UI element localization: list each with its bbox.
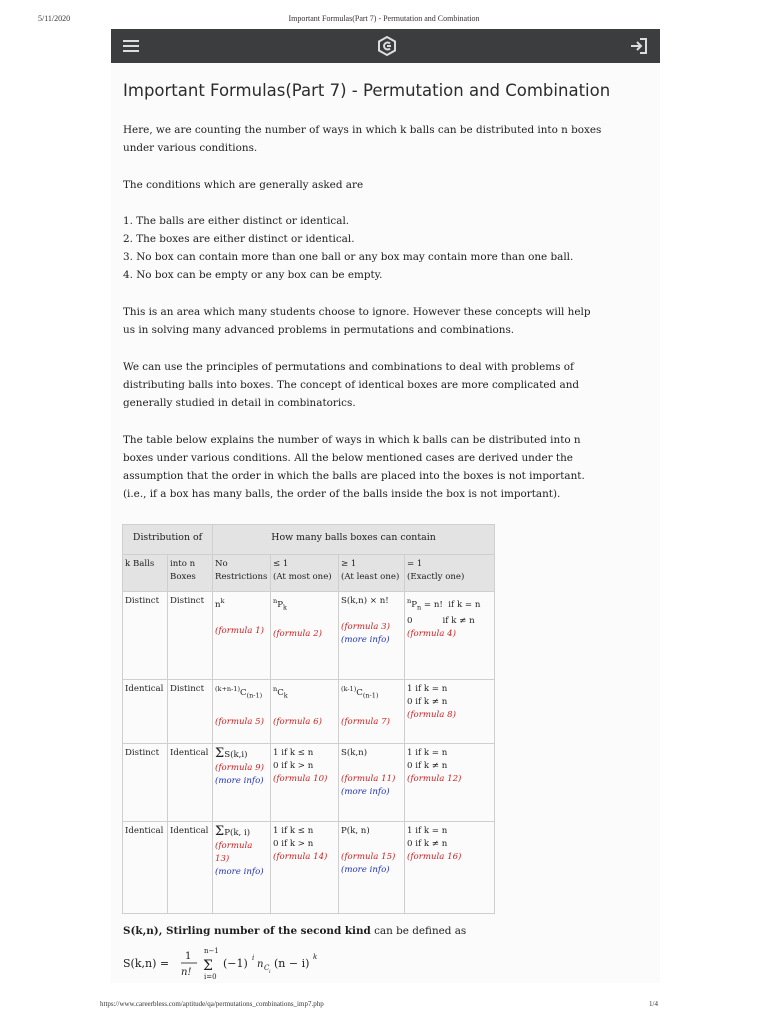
page-url: https://www.careerbless.com/aptitude/qa/permutations_combinations_imp7.php	[100, 1000, 324, 1008]
page-title: Important Formulas(Part 7) - Permutation and Combination	[123, 81, 611, 100]
cell-no-restrictions: ΣP(k, i) (formula 13) (more info)	[213, 822, 271, 914]
formula-num: 1	[185, 951, 192, 962]
cell-at-least-one: S(k,n) (formula 11) (more info)	[339, 744, 405, 822]
formula-ref: (formula 1)	[215, 625, 264, 636]
formula-ref: (formula 9)	[215, 763, 264, 773]
distribution-table	[122, 524, 495, 914]
condition-item: 2. The boxes are either distinct or identical.	[123, 233, 355, 245]
cell-exactly-one: 1 if k = n 0 if k ≠ n (formula 16)	[405, 822, 495, 914]
principles-paragraph: We can use the principles of permutations and combinations to deal with problems of distributing balls into boxes. The concept of identical boxes are more complicated and generally studied in detail in combinatorics.	[123, 361, 580, 409]
intro-paragraph: Here, we are counting the number of ways in which k balls can be distributed into n boxes under various conditions.	[123, 124, 602, 154]
print-footer	[100, 1000, 658, 1012]
area-paragraph: This is an area which many students choose to ignore. However these concepts will help us in solving many advanced problems in permutations and combinations.	[123, 306, 591, 336]
formula-term-paren: (−1)	[223, 957, 248, 970]
formula-den: n!	[181, 967, 192, 978]
formula-term-i: i	[269, 969, 271, 975]
login-icon[interactable]	[630, 38, 648, 54]
formula-ref: (formula 6)	[273, 716, 322, 727]
print-title: Important Formulas(Part 7) - Permutation and Combination	[288, 14, 480, 23]
formula-term-c: C	[264, 964, 270, 972]
col-at-least-one: ≥ 1 (At least one)	[339, 555, 405, 592]
print-date: 5/11/2020	[38, 14, 71, 23]
stirling-formula	[123, 945, 363, 981]
cell-at-most-one: 1 if k ≤ n 0 if k > n (formula 10)	[271, 744, 339, 822]
formula-ref: (formula 3)	[341, 622, 390, 632]
table-intro-paragraph: The table below explains the number of ways in which k balls can be distributed into n boxes under various conditions. All the below mentioned cases are derived under the assumption that the order in which the balls are placed into the boxes is not important. (i.e., if a box has many balls, the order of the balls inside the box is not important).	[123, 434, 585, 500]
formula-ref: (formula 8)	[407, 710, 456, 720]
cell-exactly-one: $^nP_n = n$! if k = n 0 if k ≠ n (formula 4)	[405, 592, 495, 680]
condition-item: 4. No box can be empty or any box can be empty.	[123, 269, 383, 281]
formula-ref: (formula 12)	[407, 774, 462, 784]
formula-lhs: S(k,n) =	[123, 957, 170, 970]
print-header	[38, 14, 730, 26]
more-info-link[interactable]: (more info)	[341, 635, 390, 645]
cell-at-most-one: $^nC_k$ (formula 6)	[271, 680, 339, 744]
hamburger-menu-icon[interactable]	[123, 40, 139, 52]
formula-term-exp: i	[252, 954, 255, 962]
more-info-link[interactable]: (more info)	[341, 865, 390, 875]
table-row	[123, 680, 495, 744]
condition-item: 1. The balls are either distinct or identical.	[123, 215, 350, 227]
formula-ref: 13)	[215, 854, 230, 864]
cell-at-most-one: 1 if k ≤ n 0 if k > n (formula 14)	[271, 822, 339, 914]
condition-item: 3. No box can contain more than one ball or any box may contain more than one ball.	[123, 251, 574, 263]
stirling-term: S(k,n), Stirling number of the second kind	[123, 925, 371, 937]
top-navbar	[111, 29, 660, 63]
conditions-list	[123, 212, 623, 284]
col-at-most-one: ≤ 1 (At most one)	[271, 555, 339, 592]
table-row	[123, 822, 495, 914]
formula-sum-bot: i=0	[204, 973, 217, 981]
col-k-balls: k Balls	[123, 555, 168, 592]
col-into-n-boxes: into n Boxes	[168, 555, 213, 592]
cell-no-restrictions: ΣS(k,i) (formula 9) (more info)	[213, 744, 271, 822]
cell-at-least-one: $^{(k-1)}C_{(n-1)}$ (formula 7)	[339, 680, 405, 744]
cell-at-most-one: $^nP_k$ (formula 2)	[271, 592, 339, 680]
balls-type: Distinct	[123, 592, 168, 680]
formula-sum-top: n−1	[204, 947, 219, 955]
header-distribution: Distribution of	[123, 525, 213, 555]
col-exactly-one: = 1 (Exactly one)	[405, 555, 495, 592]
balls-type: Identical	[123, 680, 168, 744]
formula-ref: (formula 4)	[407, 628, 456, 639]
cell-at-least-one: P(k, n) (formula 15) (more info)	[339, 822, 405, 914]
formula-term-k: k	[313, 953, 318, 961]
stirling-definition: S(k,n), Stirling number of the second kind can be defined as	[123, 925, 467, 937]
page-number: 1/4	[649, 1000, 658, 1008]
site-logo-icon[interactable]	[377, 36, 397, 56]
balls-type: Distinct	[123, 744, 168, 822]
table-row	[123, 744, 495, 822]
boxes-type: Distinct	[168, 592, 213, 680]
table-row	[123, 592, 495, 680]
more-info-link[interactable]: (more info)	[341, 787, 390, 797]
svg-text:Σ: Σ	[203, 958, 213, 974]
formula-ref: (formula 10)	[273, 774, 328, 784]
col-no-restrictions: No Restrictions	[213, 555, 271, 592]
formula-ref: (formula 11)	[341, 774, 396, 784]
formula-ref: (formula 2)	[273, 628, 322, 639]
formula-ref: (formula 15)	[341, 852, 396, 862]
article-content	[111, 63, 660, 983]
header-how-many: How many balls boxes can contain	[213, 525, 495, 555]
more-info-link[interactable]: (more info)	[215, 867, 264, 877]
conditions-intro: The conditions which are generally asked are	[123, 179, 364, 191]
formula-ref: (formula 14)	[273, 852, 328, 862]
cell-at-least-one: S(k,n) × n! (formula 3) (more info)	[339, 592, 405, 680]
formula-term-n: n	[257, 959, 264, 970]
balls-type: Identical	[123, 822, 168, 914]
boxes-type: Distinct	[168, 680, 213, 744]
formula-term-rest: (n − i)	[274, 957, 310, 970]
cell-no-restrictions: $n^k$ (formula 1)	[213, 592, 271, 680]
boxes-type: Identical	[168, 822, 213, 914]
formula-ref: (formula 7)	[341, 716, 390, 727]
cell-exactly-one: 1 if k = n 0 if k ≠ n (formula 12)	[405, 744, 495, 822]
formula-ref: (formula 5)	[215, 716, 264, 727]
formula-ref: (formula	[215, 841, 253, 851]
more-info-link[interactable]: (more info)	[215, 776, 264, 786]
boxes-type: Identical	[168, 744, 213, 822]
cell-exactly-one: 1 if k = n 0 if k ≠ n (formula 8)	[405, 680, 495, 744]
formula-ref: (formula 16)	[407, 852, 462, 862]
cell-no-restrictions: $^{(k+n-1)}C_{(n-1)}$ (formula 5)	[213, 680, 271, 744]
